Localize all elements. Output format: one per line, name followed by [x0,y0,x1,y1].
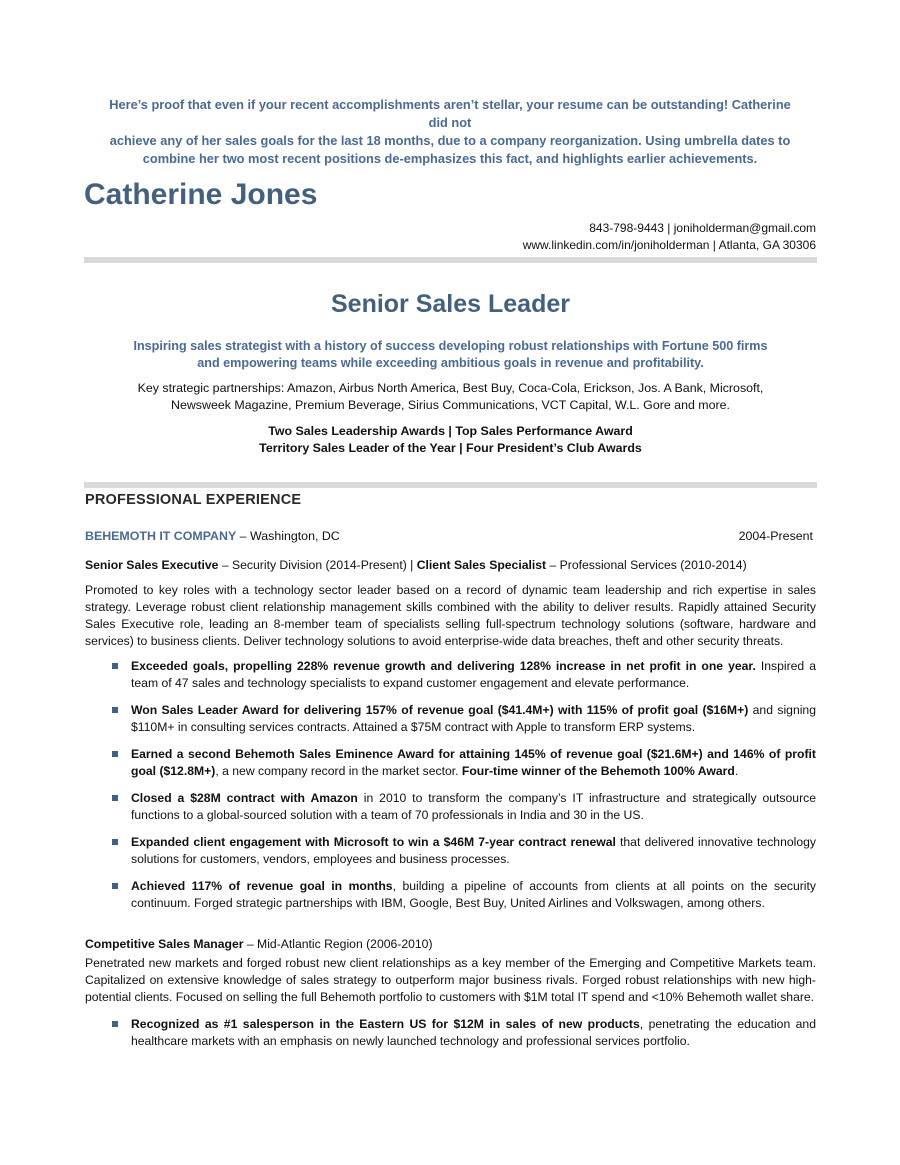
list-item [85,702,816,736]
company-location: – Washington, DC [236,529,340,543]
achievement-highlight: Achieved 117% of revenue goal in months [131,879,393,893]
achievement-text: in 2010 to transform the company’s IT infrastructure and strategically outsource functions to a global-sourced solution with a team of 70 professionals in India and 30 in the US. [131,791,817,822]
awards-line: Territory Sales Leader of the Year | Four President’s Club Awards [259,441,642,455]
divider [84,482,817,488]
contact-linkedin-location: www.linkedin.com/in/joniholderman | Atlanta, GA 30306 [522,238,816,252]
list-item [85,790,816,824]
role-detail: – Professional Services (2010-2014) [546,558,747,572]
achievement-text: , building a pipeline of accounts from clients at all points on the security continuum. Forged strategic partnerships with IBM, Google, Best Buy, United Airlines and Volkswagen, among others. [131,879,816,910]
bullet-square-icon [112,1021,118,1027]
achievement-text: , penetrating the education and healthcare markets with an emphasis on newly launched technology and professional services portfolio. [131,1017,816,1048]
contact-phone-email: 843-798-9443 | joniholderman@gmail.com [589,221,816,235]
role-title: Client Sales Specialist [416,558,547,572]
role-title: Competitive Sales Manager [85,937,244,951]
achievement-text: . [734,764,739,778]
intro-line: combine her two most recent positions de-emphasizes this fact, and highlights earlier achievements. [142,151,758,166]
company-name: BEHEMOTH IT COMPANY [85,529,237,543]
intro-line: achieve any of her sales goals for the last 18 months, due to a company reorganization. Using umbrella dates to [109,133,791,148]
achievement-highlight: Recognized as #1 salesperson in the Eastern US for $12M in sales of new products [131,1017,640,1031]
partnerships-line: Newsweek Magazine, Premium Beverage, Sirius Communications, VCT Capital, W.L. Gore and more. [171,398,730,412]
role-detail: – Security Division (2014-Present) | [218,558,417,572]
list-item [85,658,816,692]
tagline-line: and empowering teams while exceeding ambitious goals in revenue and profitability. [197,356,704,370]
achievement-highlight: Won Sales Leader Award for delivering 157% of revenue goal ($41.4M+) with 115% of profit goal ($16M+) [131,703,749,717]
role-title-line [85,557,816,574]
achievement-text: and signing $110M+ in consulting services contracts. Attained a $75M contract with Apple to transform ERP systems. [131,703,816,734]
tagline [84,338,817,372]
bullet-square-icon [112,707,118,713]
list-item [85,1016,816,1050]
achievement-list [85,1016,816,1060]
bullet-square-icon [112,839,118,845]
intro-line: Here’s proof that even if your recent accomplishments aren’t stellar, your resume can be outstanding! Catherine did not [109,97,791,130]
achievement-highlight: Closed a $28M contract with Amazon [131,791,358,805]
achievement-highlight: Earned a second Behemoth Sales Eminence Award for attaining 145% of revenue goal ($21.6M+) and 146% of profit goal ($12.8M+) [131,747,816,778]
achievement-text: , a new company record in the market sector. [215,764,462,778]
bullet-square-icon [112,751,118,757]
bullet-square-icon [112,795,118,801]
tagline-line: Inspiring sales strategist with a history of success developing robust relationships with Fortune 500 firms [133,339,768,353]
list-item [85,878,816,912]
role-description: Penetrated new markets and forged robust new client relationships as a key member of the Emerging and Competitive Markets team. Capitalized on extensive knowledge of sales strategy to outperform major business rivals. Forged robust relationships with new high-potential clients. Focused on selling the full Behemoth portfolio to customers with $1M total IT spend and <10% Behemoth wallet share. [85,956,816,1004]
headline: Senior Sales Leader [330,290,570,318]
bullet-square-icon [112,883,118,889]
achievement-highlight: Four-time winner of the Behemoth 100% Award [461,764,735,778]
achievement-text: Inspired a team of 47 sales and technology specialists to expand customer engagement and elevate performance. [131,659,816,690]
candidate-name: Catherine Jones [84,178,318,211]
section-title-experience: PROFESSIONAL EXPERIENCE [85,492,302,508]
achievement-text: that delivered innovative technology solutions for customers, vendors, employees and business processes. [131,835,816,866]
bullet-square-icon [112,663,118,669]
achievement-highlight: Exceeded goals, propelling 228% revenue growth and delivering 128% increase in net profit in one year. [131,659,756,673]
role-title-line [85,936,816,953]
role-description: Promoted to key roles with a technology sector leader based on a record of dynamic team leadership and rich expertise in sales strategy. Leverage robust client relationship management skills combined with the ability to deliver results. Rapidly attained Security Sales Executive role, leading an 8-member team of specialists selling full-spectrum technology solutions (software, hardware and services) to business clients. Deliver technology solutions to avoid enterprise-wide data breaches, theft and other security threats. [85,583,816,648]
intro-note [98,96,802,168]
achievement-list [85,658,816,922]
partnerships-line: Key strategic partnerships: Amazon, Airbus North America, Best Buy, Coca-Cola, Erickson, Jos. A Bank, Microsoft, [137,381,764,395]
achievement-highlight: Expanded client engagement with Microsoft to win a $46M 7-year contract renewal [131,835,616,849]
role-title: Senior Sales Executive [85,558,219,572]
contact-info [523,220,816,254]
company-row [85,528,815,545]
list-item [85,834,816,868]
awards-line: Two Sales Leadership Awards | Top Sales Performance Award [268,424,633,438]
divider [84,257,817,263]
list-item [85,746,816,780]
key-partnerships [84,380,817,414]
awards [84,423,817,457]
role-detail: – Mid-Atlantic Region (2006-2010) [243,937,433,951]
company-dates: 2004-Present [738,529,813,543]
